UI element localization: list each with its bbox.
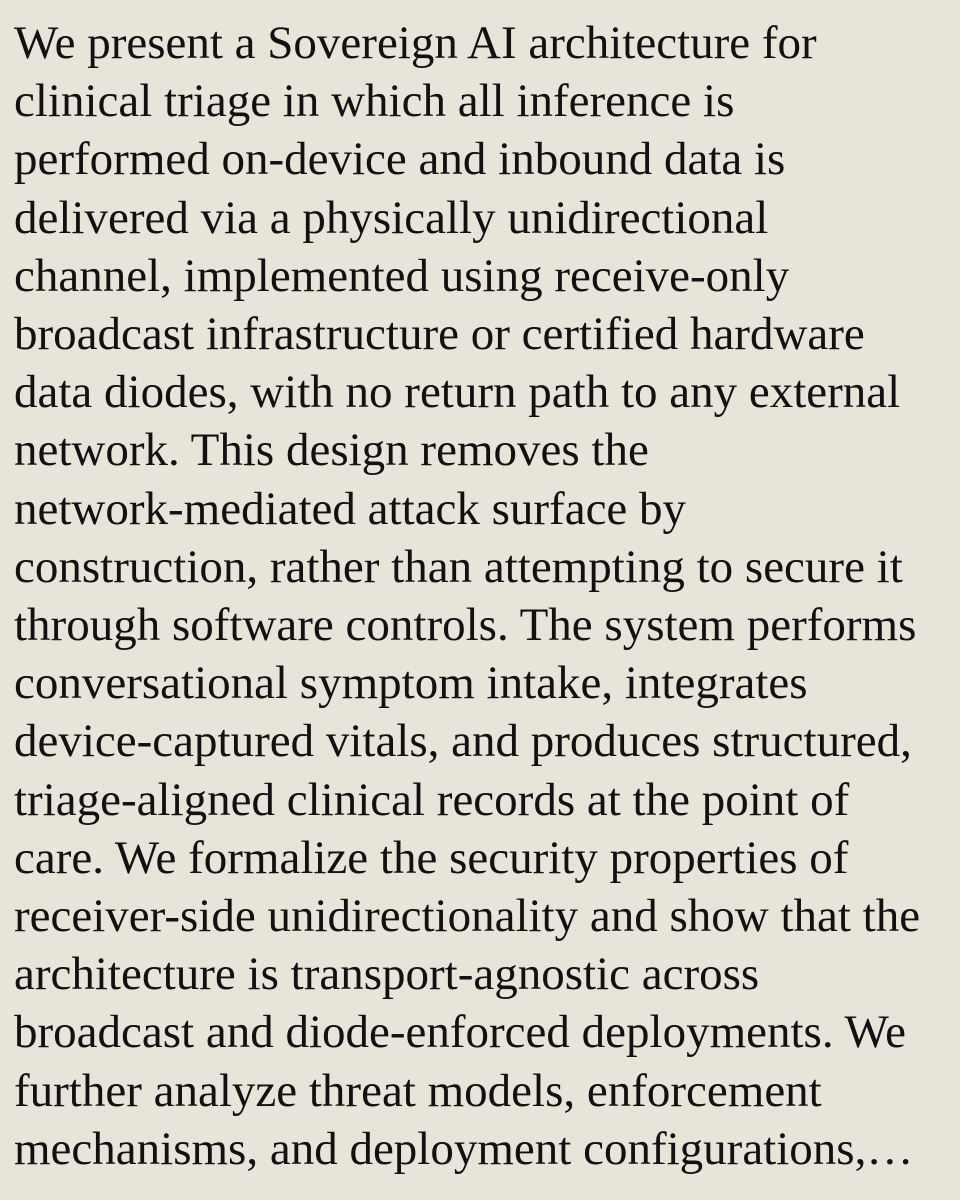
abstract-line: architecture is transport-agnostic across xyxy=(14,948,760,1001)
abstract-line: We present a Sovereign AI architecture for xyxy=(14,17,817,69)
abstract-line: channel, implemented using receive-only xyxy=(14,249,790,302)
abstract-line: device-captured vitals, and produces structured, xyxy=(14,715,912,768)
abstract-line: further analyze threat models, enforcement xyxy=(14,1064,822,1117)
abstract-line: receiver-side unidirectionality and show that the xyxy=(14,890,921,943)
abstract-text xyxy=(14,0,960,1178)
abstract-line: network. This design removes the xyxy=(14,424,649,477)
abstract-line: care. We formalize the security properties of xyxy=(14,831,849,884)
abstract-line: data diodes, with no return path to any external xyxy=(14,366,901,419)
abstract-line: performed on-device and inbound data is xyxy=(14,133,786,186)
abstract-line: broadcast infrastructure or certified hardware xyxy=(14,308,865,361)
abstract-line: network-mediated attack surface by xyxy=(14,482,687,535)
abstract-line: clinical triage in which all inference is xyxy=(14,75,735,128)
abstract-line: delivered via a physically unidirectional xyxy=(14,191,769,244)
abstract-line: conversational symptom intake, integrates xyxy=(14,657,808,710)
abstract-line: broadcast and diode-enforced deployments. We xyxy=(14,1006,906,1059)
abstract-line: triage-aligned clinical records at the point of xyxy=(14,773,850,826)
abstract-line: construction, rather than attempting to secure it xyxy=(14,540,903,593)
abstract-line: through software controls. The system performs xyxy=(14,599,917,652)
abstract-line: mechanisms, and deployment configurations,… xyxy=(14,1122,914,1175)
